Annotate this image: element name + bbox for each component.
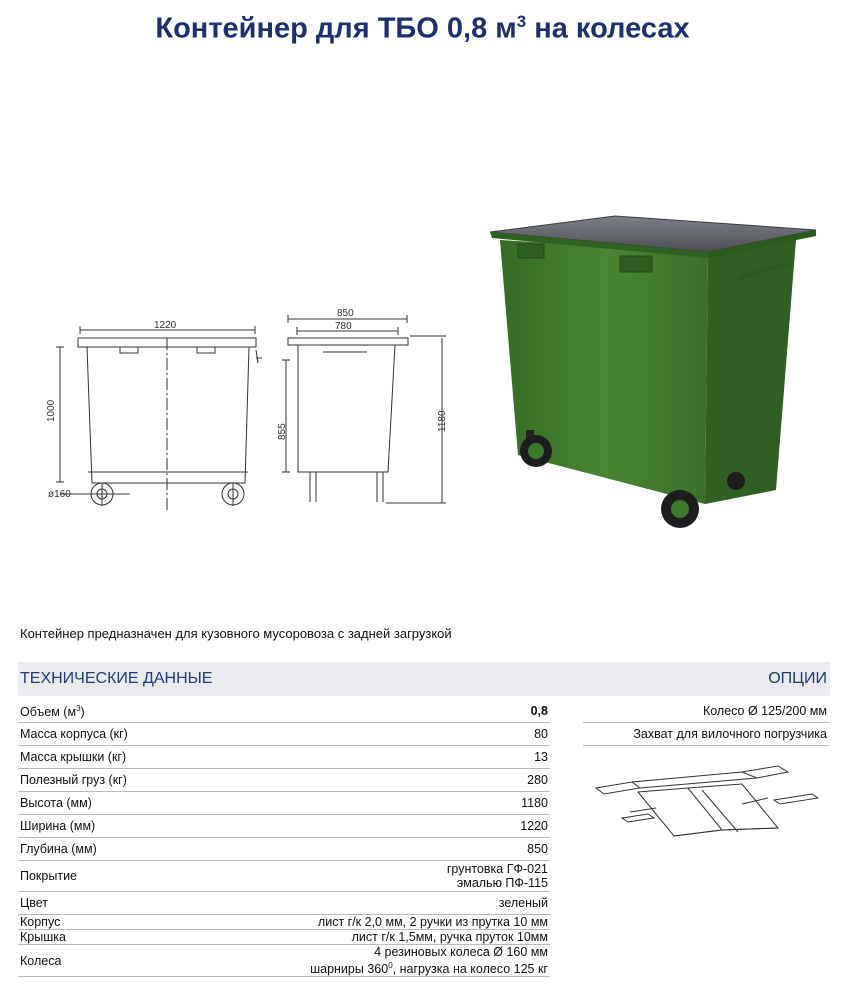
spec-value: 0,8 [186, 700, 550, 723]
forklift-attachment-drawing [592, 760, 822, 850]
table-row [18, 945, 550, 977]
spec-value: 80 [186, 723, 550, 746]
options-list [583, 700, 829, 746]
spec-label: Цвет [18, 892, 186, 915]
table-row [18, 915, 550, 930]
spec-label: Покрытие [18, 861, 186, 892]
spec-label: Глубина (мм) [18, 838, 186, 861]
spec-label: Корпус [18, 915, 186, 930]
front-view [56, 326, 262, 512]
option-item: Захват для вилочного погрузчика [583, 723, 829, 746]
specs-table [18, 700, 550, 977]
spec-value: 1220 [186, 815, 550, 838]
title-tail: на колесах [526, 12, 690, 45]
spec-value: лист г/к 2,0 мм, 2 ручки из прутка 10 мм [186, 915, 550, 930]
dim-wheel: ø160 [48, 489, 71, 500]
intro-text: Контейнер предназначен для кузовного мусоровоза с задней загрузкой [20, 626, 452, 641]
dim-depth: 850 [337, 308, 354, 319]
table-row [18, 861, 550, 892]
table-row [18, 723, 550, 746]
spec-value: 850 [186, 838, 550, 861]
dim-inner: 780 [335, 321, 352, 332]
spec-value: грунтовка ГФ-021 эмалью ПФ-115 [186, 861, 550, 892]
table-row [18, 792, 550, 815]
spec-label: Крышка [18, 930, 186, 945]
technical-drawing [40, 300, 460, 520]
table-row [18, 769, 550, 792]
spec-label: Ширина (мм) [18, 815, 186, 838]
wheel-back-right [727, 472, 745, 490]
spec-value: 13 [186, 746, 550, 769]
side-view [282, 315, 446, 503]
dim-total-height: 1180 [437, 410, 448, 432]
option-item: Колесо Ø 125/200 мм [583, 700, 829, 723]
table-row [18, 838, 550, 861]
title-main: Контейнер для ТБО 0,8 м [155, 12, 517, 45]
spec-label: Колеса [18, 945, 186, 977]
table-row [18, 700, 550, 723]
spec-label: Объем $(м^3)$ [18, 700, 186, 723]
table-row [18, 930, 550, 945]
spec-label: Масса крышки (кг) [18, 746, 186, 769]
page-title [0, 12, 845, 46]
dim-height: 1000 [46, 399, 57, 422]
spec-value: лист г/к 1,5мм, ручка пруток 10мм [186, 930, 550, 945]
spec-value: 4 резиновых колеса Ø 160 мм шарниры $360^0$, нагрузка на колесо 125 кг [186, 945, 550, 977]
spec-value: 280 [186, 769, 550, 792]
dim-body-height: 855 [277, 423, 288, 440]
table-row [18, 815, 550, 838]
spec-label: Высота (мм) [18, 792, 186, 815]
table-row [18, 746, 550, 769]
spec-value: зеленый [186, 892, 550, 915]
wheel-front-right [661, 490, 699, 528]
dim-width: 1220 [154, 320, 177, 331]
spec-label: Полезный груз (кг) [18, 769, 186, 792]
table-row [18, 892, 550, 915]
specs-heading: ТЕХНИЧЕСКИЕ ДАННЫЕ [20, 670, 213, 687]
spec-label: Масса корпуса (кг) [18, 723, 186, 746]
spec-value: 1180 [186, 792, 550, 815]
container-photo [480, 200, 825, 540]
options-heading: ОПЦИИ [768, 670, 827, 687]
title-superscript: 3 [516, 12, 527, 31]
